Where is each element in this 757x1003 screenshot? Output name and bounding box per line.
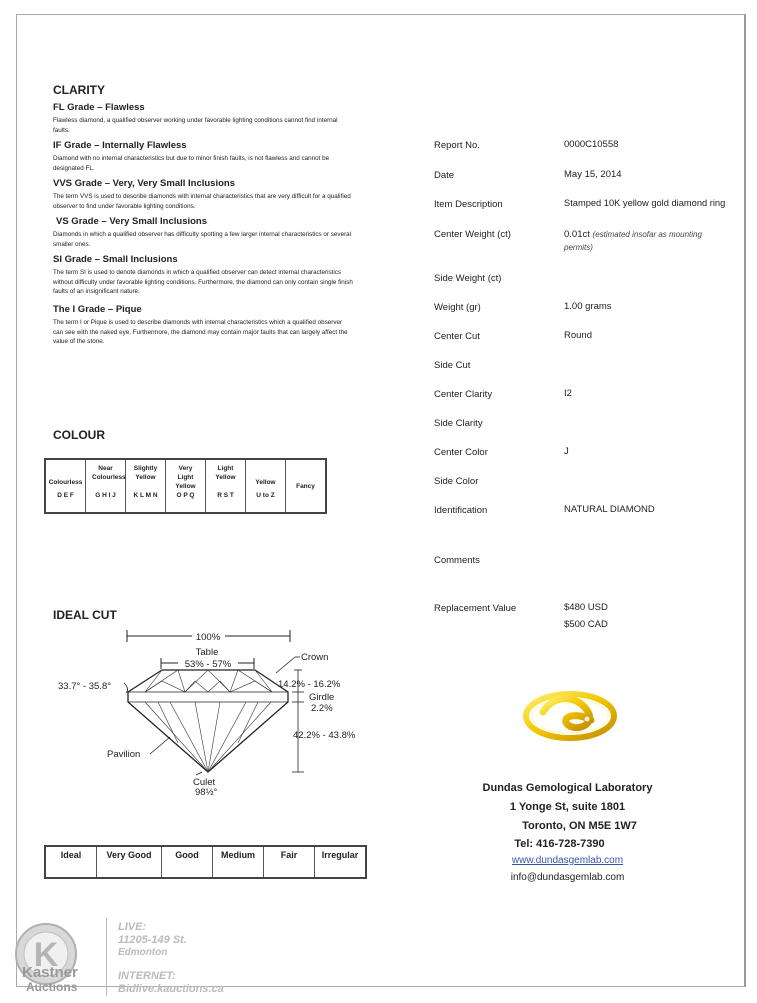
kastner-brand-bottom: Auctions [26, 980, 78, 994]
colour-cell-yellow [246, 459, 286, 513]
lab-name: Dundas Gemological Laboratory [482, 782, 653, 794]
colour-name: Near Colourless [92, 465, 126, 481]
center-color-label: Center Color [434, 447, 488, 458]
center-cut-value: Round [564, 330, 592, 341]
clarity-i-title: The I Grade – Pique [53, 304, 142, 315]
date-label: Date [434, 170, 455, 181]
culet-value: 98½° [195, 787, 218, 798]
side-clarity-label: Side Clarity [434, 418, 483, 429]
kastner-brand-top: Kastner [22, 964, 78, 981]
colour-name: Light Yellow [215, 465, 236, 481]
colour-scale-table [44, 458, 327, 514]
diamond-cut-diagram [50, 625, 370, 800]
crown-label: Crown [301, 652, 329, 663]
report-number-label: Report No. [434, 140, 480, 151]
lab-address-1: 1 Yonge St, suite 1801 [509, 801, 626, 813]
colour-cell-very-light-yellow [166, 459, 206, 513]
colour-name: Fancy [296, 482, 315, 490]
watermark-internet-url: Bidlive.kauctions.ca [118, 983, 224, 995]
weight-value: 1.00 grams [564, 301, 612, 312]
colour-cell-slightly-yellow [126, 459, 166, 513]
clarity-vs-title: VS Grade – Very Small Inclusions [56, 216, 208, 227]
side-color-label: Side Color [434, 476, 479, 487]
watermark-live-city: Edmonton [118, 947, 168, 958]
center-weight-value [564, 228, 714, 254]
watermark-divider [106, 918, 107, 996]
clarity-vvs-desc: The term VVS is used to describe diamonds with internal characteristics that are very difficult for a qualified observer to find under favorable lighting conditions. [53, 193, 351, 210]
svg-text:K: K [33, 936, 59, 974]
center-weight-label: Center Weight (ct) [434, 229, 511, 240]
girdle-value: 2.2% [311, 703, 333, 714]
width-label: 100% [195, 632, 221, 643]
ring-photo [515, 672, 625, 752]
center-clarity-value: I2 [564, 388, 572, 399]
colour-name: Colourless [48, 478, 83, 486]
clarity-si-desc: The term SI is used to denote diamonds in which a qualified observer can detect internal characteristics without difficulty under favorable lighting conditions. Furthermore, the diamond can only contain single finish faults of an insignificant nature. [53, 269, 353, 296]
side-weight-label: Side Weight (ct) [434, 273, 502, 284]
watermark-live-label: LIVE: [118, 921, 147, 933]
lab-telephone: Tel: 416-728-7390 [514, 838, 605, 850]
weight-label: Weight (gr) [434, 302, 481, 313]
identification-value: NATURAL DIAMOND [564, 504, 655, 515]
clarity-i-desc: The term I or Pique is used to describe diamonds with internal characteristics which a qualified observer can see with the naked eye. Furthermore, the diamond may contain major faults that can largely affect the value of the stone. [53, 319, 348, 346]
lab-email: info@dundasgemlab.com [510, 872, 625, 883]
cut-grade-table [44, 845, 367, 879]
colour-cell-fancy [286, 459, 327, 513]
clarity-si-title: SI Grade – Small Inclusions [53, 254, 178, 265]
lab-website-link[interactable]: www.dundasgemlab.com [511, 855, 624, 866]
watermark-live-address: 11205-149 St. [118, 934, 187, 946]
colour-heading: COLOUR [53, 428, 105, 442]
cut-grade-fair: Fair [264, 846, 315, 878]
colour-cell-light-yellow [206, 459, 246, 513]
item-description-label: Item Description [434, 199, 503, 210]
center-clarity-label: Center Clarity [434, 389, 493, 400]
cut-grade-medium: Medium [213, 846, 264, 878]
crown-angle-label: 33.7° - 35.8° [58, 681, 112, 692]
colour-letters: D E F [57, 492, 74, 499]
girdle-label: Girdle [309, 692, 335, 703]
kastner-auctions-logo [6, 918, 106, 998]
colour-letters: U to Z [256, 492, 275, 499]
center-weight-note: (estimated insofar as mounting permits) [564, 230, 702, 252]
clarity-fl-title: FL Grade – Flawless [53, 102, 145, 113]
colour-name: Very Light Yellow [175, 465, 196, 490]
table-range-label: 53% - 57% [184, 659, 232, 670]
center-cut-label: Center Cut [434, 331, 480, 342]
clarity-fl-desc: Flawless diamond, a qualified observer working under favorable lighting conditions cannot find internal faults. [53, 117, 338, 134]
clarity-if-title: IF Grade – Internally Flawless [53, 140, 187, 151]
colour-cell-near-colourless [86, 459, 126, 513]
center-weight-amount: 0.01ct [564, 229, 590, 240]
clarity-vvs-title: VVS Grade – Very, Very Small Inclusions [53, 178, 235, 189]
ideal-cut-heading: IDEAL CUT [53, 608, 117, 622]
lab-address-2: Toronto, ON M5E 1W7 [522, 820, 637, 832]
clarity-vs-desc: Diamonds in which a qualified observer has difficulty spotting a few larger internal characteristics or several smaller ones. [53, 231, 352, 248]
replacement-value-usd: $480 USD [564, 602, 608, 613]
colour-cell-colourless [45, 459, 86, 513]
cut-grade-irregular: Irregular [315, 846, 367, 878]
pavilion-depth-label: 42.2% - 43.8% [293, 730, 356, 741]
colour-letters: O P Q [176, 492, 195, 499]
date-value: May 15, 2014 [564, 169, 622, 180]
cut-grade-ideal: Ideal [45, 846, 97, 878]
table-label: Table [195, 647, 219, 658]
clarity-if-desc: Diamond with no internal characteristics but due to minor finish faults, is not flawless and cannot be designated FL. [53, 155, 330, 172]
side-cut-label: Side Cut [434, 360, 471, 371]
culet-label: Culet [193, 777, 216, 788]
replacement-value-cad: $500 CAD [564, 619, 608, 630]
cut-grade-very-good: Very Good [97, 846, 162, 878]
colour-letters: R S T [217, 492, 234, 499]
colour-letters: K L M N [133, 492, 158, 499]
pavilion-label: Pavilion [107, 749, 141, 760]
comments-label: Comments [434, 555, 480, 566]
identification-label: Identification [434, 505, 488, 516]
colour-letters: G H I J [95, 492, 116, 499]
colour-name: Slightly Yellow [133, 465, 158, 481]
cut-grade-good: Good [162, 846, 213, 878]
replacement-value-label: Replacement Value [434, 603, 517, 614]
item-description-value: Stamped 10K yellow gold diamond ring [564, 198, 726, 208]
report-number-value: 0000C10558 [564, 139, 619, 150]
clarity-heading: CLARITY [53, 83, 105, 97]
colour-name: Yellow [255, 478, 276, 486]
crown-height-label: 14.2% - 16.2% [278, 679, 341, 690]
watermark-internet-label: INTERNET: [118, 970, 176, 982]
center-color-value: J [564, 446, 569, 457]
